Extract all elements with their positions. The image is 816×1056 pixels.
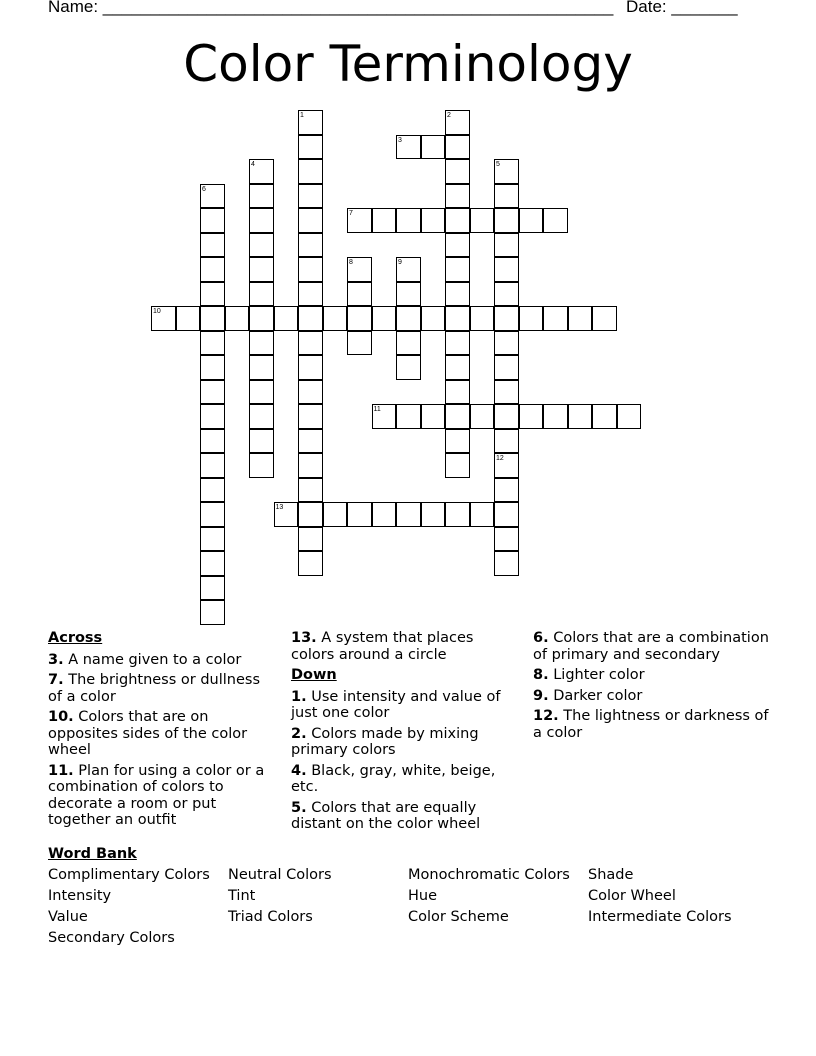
grid-cell[interactable] bbox=[298, 257, 323, 282]
grid-cell[interactable] bbox=[323, 306, 348, 331]
grid-cell[interactable] bbox=[445, 404, 470, 429]
grid-cell[interactable] bbox=[225, 306, 250, 331]
grid-cell[interactable] bbox=[396, 355, 421, 380]
grid-clue-number: 2 bbox=[447, 112, 451, 119]
grid-clue-number: 10 bbox=[153, 308, 161, 315]
clue-text: Colors that are on opposites sides of the color wheel bbox=[48, 709, 248, 758]
grid-cell[interactable] bbox=[298, 429, 323, 454]
grid-cell[interactable] bbox=[298, 355, 323, 380]
grid-cell[interactable] bbox=[445, 331, 470, 356]
grid-cell[interactable] bbox=[494, 453, 519, 478]
grid-cell[interactable] bbox=[396, 404, 421, 429]
grid-cell[interactable] bbox=[249, 453, 274, 478]
clue-down-5 bbox=[291, 800, 521, 833]
grid-cell[interactable] bbox=[396, 257, 421, 282]
grid-cell[interactable] bbox=[445, 233, 470, 258]
grid-cell[interactable] bbox=[200, 527, 225, 552]
word-bank-item: Value bbox=[48, 909, 88, 925]
grid-cell[interactable] bbox=[568, 306, 593, 331]
clue-number: 8. bbox=[533, 667, 549, 683]
grid-cell[interactable] bbox=[249, 404, 274, 429]
grid-cell[interactable] bbox=[396, 282, 421, 307]
header bbox=[48, 0, 768, 17]
clue-number: 5. bbox=[291, 799, 307, 816]
grid-cell[interactable] bbox=[249, 208, 274, 233]
word-bank-item: Intensity bbox=[48, 888, 112, 904]
grid-cell[interactable] bbox=[445, 257, 470, 282]
grid-clue-number: 7 bbox=[349, 210, 353, 217]
clue-number: 9. bbox=[533, 687, 549, 704]
grid-cell[interactable] bbox=[519, 208, 544, 233]
clue-text: A system that places colors around a circle bbox=[291, 630, 474, 663]
grid-cell[interactable] bbox=[494, 502, 519, 527]
clue-text: Colors that are a combination of primary and secondary bbox=[533, 630, 769, 663]
grid-cell[interactable] bbox=[249, 184, 274, 209]
grid-cell[interactable] bbox=[200, 355, 225, 380]
grid-cell[interactable] bbox=[298, 404, 323, 429]
grid-cell[interactable] bbox=[298, 527, 323, 552]
grid-cell[interactable] bbox=[200, 502, 225, 527]
grid-clue-number: 8 bbox=[349, 259, 353, 266]
clues-column-2 bbox=[291, 630, 521, 837]
grid-cell[interactable] bbox=[494, 257, 519, 282]
grid-cell[interactable] bbox=[298, 233, 323, 258]
grid-clue-number: 12 bbox=[496, 455, 504, 462]
grid-cell[interactable] bbox=[445, 110, 470, 135]
grid-cell[interactable] bbox=[396, 306, 421, 331]
grid-cell[interactable] bbox=[200, 257, 225, 282]
clue-number: 10. bbox=[48, 709, 74, 725]
grid-cell[interactable] bbox=[298, 282, 323, 307]
clue-across-7 bbox=[48, 672, 278, 705]
grid-cell[interactable] bbox=[200, 429, 225, 454]
word-bank-item: Triad Colors bbox=[228, 909, 313, 925]
clue-text: The lightness or darkness of a color bbox=[533, 708, 769, 741]
grid-cell[interactable] bbox=[200, 453, 225, 478]
grid-cell[interactable] bbox=[445, 453, 470, 478]
clue-number: 12. bbox=[533, 708, 559, 724]
word-bank-item: Intermediate Colors bbox=[588, 909, 732, 925]
grid-cell[interactable] bbox=[347, 257, 372, 282]
grid-cell[interactable] bbox=[200, 306, 225, 331]
grid-cell[interactable] bbox=[347, 282, 372, 307]
grid-cell[interactable] bbox=[347, 208, 372, 233]
grid-cell[interactable] bbox=[249, 282, 274, 307]
grid-cell[interactable] bbox=[592, 404, 617, 429]
grid-cell[interactable] bbox=[347, 331, 372, 356]
clue-down-9 bbox=[533, 688, 769, 705]
grid-cell[interactable] bbox=[494, 429, 519, 454]
grid-cell[interactable] bbox=[470, 404, 495, 429]
grid-cell[interactable] bbox=[494, 208, 519, 233]
word-bank-item: Shade bbox=[588, 867, 634, 883]
grid-cell[interactable] bbox=[249, 331, 274, 356]
grid-cell[interactable] bbox=[617, 404, 642, 429]
grid-cell[interactable] bbox=[323, 502, 348, 527]
grid-cell[interactable] bbox=[470, 306, 495, 331]
grid-cell[interactable] bbox=[543, 306, 568, 331]
grid-cell[interactable] bbox=[249, 159, 274, 184]
grid-clue-number: 1 bbox=[300, 112, 304, 119]
clue-text: Black, gray, white, beige, etc. bbox=[291, 762, 496, 795]
grid-cell[interactable] bbox=[494, 551, 519, 576]
word-bank-item: Complimentary Colors bbox=[48, 867, 210, 883]
grid-cell[interactable] bbox=[298, 135, 323, 160]
clue-text: Darker color bbox=[553, 687, 643, 704]
grid-cell[interactable] bbox=[494, 159, 519, 184]
grid-cell[interactable] bbox=[421, 208, 446, 233]
word-bank-item: Secondary Colors bbox=[48, 930, 175, 946]
grid-cell[interactable] bbox=[298, 306, 323, 331]
grid-cell[interactable] bbox=[421, 502, 446, 527]
grid-cell[interactable] bbox=[249, 380, 274, 405]
clue-across-13 bbox=[291, 630, 521, 663]
across-heading: Across bbox=[48, 630, 103, 646]
grid-cell[interactable] bbox=[494, 233, 519, 258]
grid-cell[interactable] bbox=[298, 502, 323, 527]
grid-cell[interactable] bbox=[274, 306, 299, 331]
word-bank bbox=[48, 846, 768, 946]
page-title: Color Terminology bbox=[183, 35, 633, 93]
grid-cell[interactable] bbox=[445, 159, 470, 184]
grid-cell[interactable] bbox=[494, 282, 519, 307]
grid-cell[interactable] bbox=[249, 306, 274, 331]
grid-cell[interactable] bbox=[151, 306, 176, 331]
grid-clue-number: 13 bbox=[275, 504, 284, 511]
word-bank-item: Color Wheel bbox=[588, 888, 676, 904]
grid-cell[interactable] bbox=[347, 306, 372, 331]
clue-text: A name given to a color bbox=[68, 651, 242, 668]
grid-cell[interactable] bbox=[543, 208, 568, 233]
clue-number: 13. bbox=[291, 630, 317, 646]
grid-clue-number: 3 bbox=[398, 136, 402, 144]
word-bank-item: Monochromatic Colors bbox=[408, 867, 570, 883]
grid-cell[interactable] bbox=[445, 429, 470, 454]
clue-number: 2. bbox=[291, 725, 307, 742]
clue-down-6 bbox=[533, 630, 769, 663]
grid-clue-number: 6 bbox=[202, 185, 206, 193]
clue-down-12 bbox=[533, 708, 769, 741]
grid-cell[interactable] bbox=[396, 331, 421, 356]
grid-cell[interactable] bbox=[176, 306, 201, 331]
clue-number: 4. bbox=[291, 762, 307, 779]
grid-cell[interactable] bbox=[421, 135, 446, 160]
word-bank-title: Word Bank bbox=[48, 846, 137, 862]
grid-cell[interactable] bbox=[298, 110, 323, 135]
clue-number: 6. bbox=[533, 630, 549, 646]
name-line[interactable]: Name: ______________________________________________________ bbox=[48, 0, 614, 16]
grid-cell[interactable] bbox=[494, 184, 519, 209]
clue-across-3 bbox=[48, 652, 278, 669]
grid-clue-number: 4 bbox=[251, 161, 255, 168]
grid-cell[interactable] bbox=[445, 184, 470, 209]
grid-cell[interactable] bbox=[494, 355, 519, 380]
grid-cell[interactable] bbox=[519, 404, 544, 429]
clues-column-1 bbox=[48, 630, 278, 833]
grid-cell[interactable] bbox=[347, 502, 372, 527]
word-bank-item: Tint bbox=[228, 888, 256, 904]
clue-down-4 bbox=[291, 763, 521, 796]
grid-cell[interactable] bbox=[249, 233, 274, 258]
clue-text: Use intensity and value of just one color bbox=[291, 688, 501, 721]
clue-down-2 bbox=[291, 726, 521, 759]
grid-cell[interactable] bbox=[494, 306, 519, 331]
clue-across-11 bbox=[48, 763, 278, 829]
grid-cell[interactable] bbox=[592, 306, 617, 331]
grid-cell[interactable] bbox=[200, 184, 225, 209]
grid-cell[interactable] bbox=[249, 257, 274, 282]
clue-number: 3. bbox=[48, 651, 64, 668]
grid-cell[interactable] bbox=[445, 208, 470, 233]
grid-cell[interactable] bbox=[298, 184, 323, 209]
grid-cell[interactable] bbox=[470, 502, 495, 527]
grid-cell[interactable] bbox=[445, 135, 470, 160]
clue-down-8 bbox=[533, 667, 769, 684]
word-bank-list bbox=[48, 867, 768, 946]
grid-cell[interactable] bbox=[200, 282, 225, 307]
grid-cell[interactable] bbox=[200, 331, 225, 356]
clue-number: 1. bbox=[291, 688, 307, 705]
word-bank-item: Color Scheme bbox=[408, 909, 509, 925]
grid-cell[interactable] bbox=[200, 208, 225, 233]
date-line[interactable]: Date: _______ bbox=[626, 0, 738, 16]
clue-number: 7. bbox=[48, 672, 64, 688]
grid-cell[interactable] bbox=[396, 208, 421, 233]
clue-number: 11. bbox=[48, 762, 74, 779]
grid-cell[interactable] bbox=[200, 600, 225, 625]
grid-cell[interactable] bbox=[298, 551, 323, 576]
grid-cell[interactable] bbox=[445, 282, 470, 307]
grid-cell[interactable] bbox=[445, 306, 470, 331]
grid-cell[interactable] bbox=[494, 478, 519, 503]
grid-cell[interactable] bbox=[200, 404, 225, 429]
clue-across-10 bbox=[48, 709, 278, 759]
clue-text: Lighter color bbox=[553, 667, 645, 683]
grid-cell[interactable] bbox=[372, 404, 397, 429]
grid-cell[interactable] bbox=[568, 404, 593, 429]
word-bank-item: Neutral Colors bbox=[228, 867, 332, 883]
grid-cell[interactable] bbox=[200, 233, 225, 258]
grid-cell[interactable] bbox=[298, 159, 323, 184]
grid-cell[interactable] bbox=[494, 380, 519, 405]
grid-cell[interactable] bbox=[298, 453, 323, 478]
word-bank-item: Hue bbox=[408, 888, 438, 904]
grid-cell[interactable] bbox=[445, 355, 470, 380]
grid-cell[interactable] bbox=[421, 306, 446, 331]
grid-cell[interactable] bbox=[396, 135, 421, 160]
grid-clue-number: 5 bbox=[496, 161, 500, 168]
grid-clue-number: 9 bbox=[398, 259, 402, 266]
grid-cell[interactable] bbox=[298, 331, 323, 356]
grid-cell[interactable] bbox=[200, 380, 225, 405]
grid-cell[interactable] bbox=[298, 208, 323, 233]
grid-cell[interactable] bbox=[494, 527, 519, 552]
grid-cell[interactable] bbox=[396, 502, 421, 527]
grid-cell[interactable] bbox=[470, 208, 495, 233]
grid-cell[interactable] bbox=[274, 502, 299, 527]
clue-down-1 bbox=[291, 689, 521, 722]
clue-text: The brightness or dullness of a color bbox=[48, 672, 261, 705]
grid-cell[interactable] bbox=[421, 404, 446, 429]
grid-cell[interactable] bbox=[298, 478, 323, 503]
clue-text: Colors made by mixing primary colors bbox=[291, 725, 479, 758]
clue-text: Colors that are equally distant on the color wheel bbox=[291, 799, 481, 832]
grid-cell[interactable] bbox=[372, 502, 397, 527]
grid-cell[interactable] bbox=[372, 306, 397, 331]
clue-text: Plan for using a color or a combination of colors to decorate a room or put together an outfit bbox=[48, 762, 265, 828]
grid-cell[interactable] bbox=[200, 478, 225, 503]
grid-cell[interactable] bbox=[249, 355, 274, 380]
grid-cell[interactable] bbox=[445, 502, 470, 527]
grid-clue-number: 11 bbox=[373, 406, 381, 413]
clues-column-3 bbox=[533, 630, 769, 745]
grid-cell[interactable] bbox=[494, 331, 519, 356]
grid-cell[interactable] bbox=[298, 380, 323, 405]
grid-cell[interactable] bbox=[519, 306, 544, 331]
grid-cell[interactable] bbox=[200, 576, 225, 601]
grid-cell[interactable] bbox=[200, 551, 225, 576]
grid-cell[interactable] bbox=[372, 208, 397, 233]
grid-cell[interactable] bbox=[249, 429, 274, 454]
down-heading: Down bbox=[291, 667, 337, 683]
grid-cell[interactable] bbox=[445, 380, 470, 405]
grid-cell[interactable] bbox=[494, 404, 519, 429]
grid-cell[interactable] bbox=[543, 404, 568, 429]
